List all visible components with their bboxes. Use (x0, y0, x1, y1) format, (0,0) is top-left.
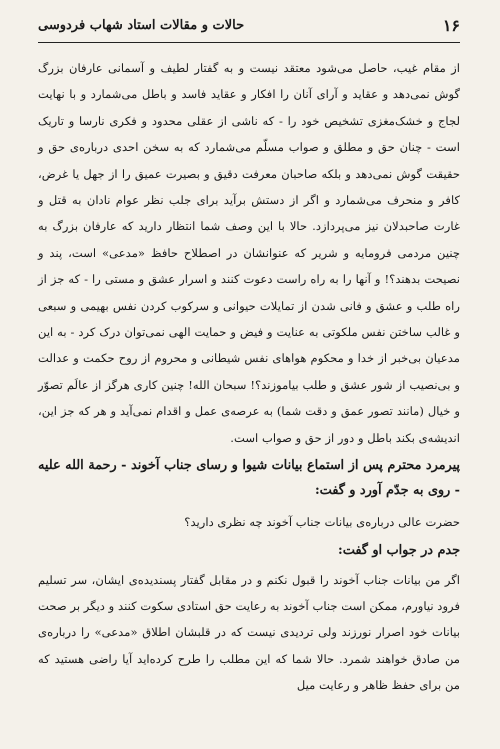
body-text (38, 55, 460, 699)
answer-intro: جدم در جواب او گفت: (338, 542, 460, 558)
running-title: حالات و مقالات استاد شهاب فردوسی (38, 18, 245, 33)
page-number: ۱۶ (442, 16, 460, 35)
narrative-line: پیرمرد محترم پس از استماع بیانات شیوا و رسای جناب آخوند - رحمة الله علیه - روی به جدّم آورد و گفت: (38, 458, 460, 499)
question-line: حضرت عالی درباره‌ی بیانات جناب آخوند چه نظری دارید؟ (184, 515, 460, 530)
paragraph-5: اگر من بیانات جناب آخوند را قبول نکنم و در مقابل گفتار پسندیده‌ی ایشان، سر تسلیم فرود نیاورم، ممکن است جناب آخوند به رعایت حق استادی سکوت کنند و دیگر بر صحت بیانات خود اصرار نورزند ولی تردیدی نیست که در قلبشان اطلاق «مدعی» را درباره‌ی من صادق خواهند شمرد. حالا شما که این مطلب را طرح کرده‌اید آیا راضی هستید که من برای حفظ ظاهر و رعایت میل (38, 572, 460, 693)
paragraph-1: از مقام غیب، حاصل می‌شود معتقد نیست و به گفتار لطیف و آسمانی عارفان بزرگ گوش نمی‌دهد و عقاید و آرای آنان را افکار و عقاید فاسد و باطل می‌شمارد و با نهایت لجاج و خشک‌مغزی تشخیص خود را - که ناشی از عقلی محدود و فکری نارسا و تاریک است - چنان حق و مطلق و صواب مسلّم می‌شمارد که به سخن احدی درباره‌ی حق و حقیقت گوش نمی‌دهد و بلکه صاحبان معرفت دقیق و بصیرت عمیق را از جهل یا غرض، کافر و منحرف می‌شمارد و اگر از دستش برآید برای جلب نظر عوام نادان به قتل و غارت صاحبدلان نیز می‌پردازد. حالا با این وصف شما انتظار دارید که عارفان بزرگ به چنین مردمی فرومایه و شریر که عنوانشان در اصطلاح حافظ «مدعی» است، پند و نصیحت بدهند؟! و آنها را به راه راست دعوت کنند و اسرار عشق و مستی را - که جز از راه طلب و عشق و فانی شدن از تمایلات حیوانی و سرکوب کردن نفس بهیمی و سبعی و غالب ساختن نفس ملکوتی به عنایت و فیض و حمایت الهی نمی‌توان درک کرد - به این مدعیان بی‌خبر از خدا و محکوم هواهای نفس شیطانی و محروم از روح حکمت و عدالت و بی‌نصیب از شور عشق و طلب بیاموزند؟! سبحان الله! چنین کاری هرگز از عالَم تصوّر و خیال (مانند تصور عمق و دقت شما) به عرصه‌ی عمل و اقدام نمی‌آید و هر که جز این، اندیشه‌ی بکند باطل و دور از حق و صواب است. (38, 61, 460, 445)
page-header (38, 0, 460, 43)
